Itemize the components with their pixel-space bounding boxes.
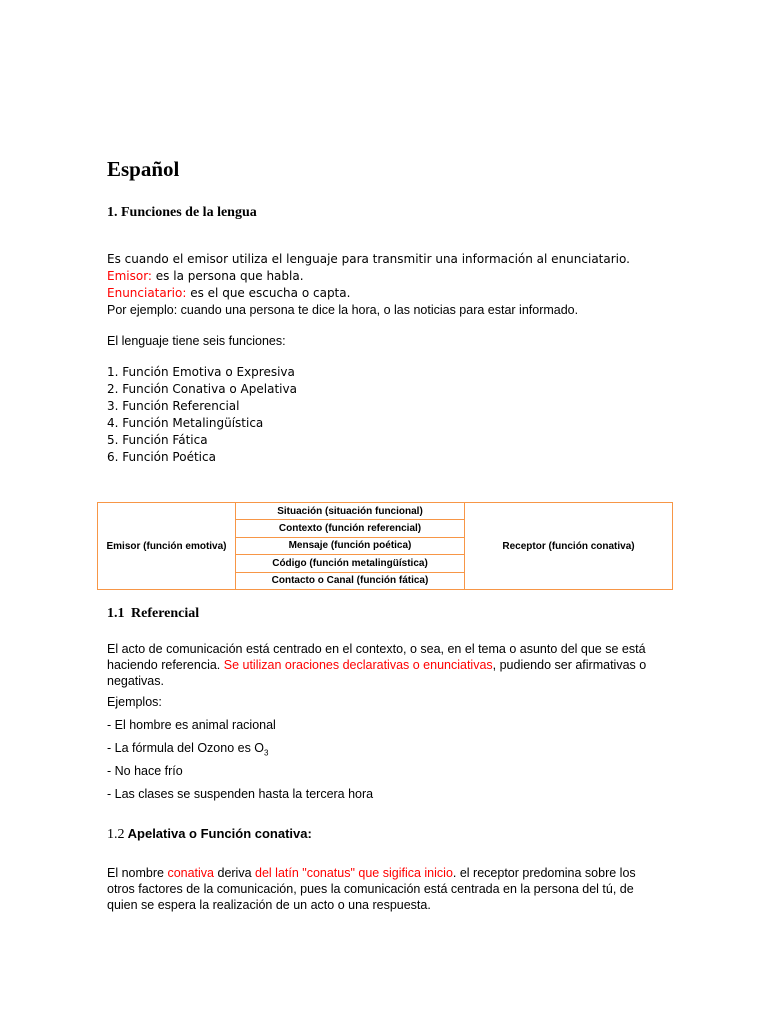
table-cell-situacion: Situación (situación funcional) (236, 503, 465, 520)
list-item: 6. Función Poética (107, 450, 216, 464)
example-item (107, 740, 268, 762)
section-heading-apelativa (107, 826, 312, 843)
intro-line: Es cuando el emisor utiliza el lenguaje para transmitir una información al enunciatario. (107, 252, 630, 266)
highlighted-text: conativa (167, 866, 215, 880)
table-cell-emisor: Emisor (función emotiva) (98, 503, 236, 590)
enunciatario-def: es el que escucha o capta. (186, 286, 351, 300)
highlighted-text: del latín "conatus" que sigifica inicio (255, 866, 453, 880)
example-item: - El hombre es animal racional (107, 718, 276, 732)
emisor-definition (107, 268, 707, 285)
table-cell-receptor: Receptor (función conativa) (465, 503, 673, 590)
section-number: 1.2 (107, 827, 125, 842)
example-text: - La fórmula del Ozono es O (107, 741, 265, 755)
enunciatario-definition (107, 285, 707, 302)
paragraph-text: El acto de comunicación está centrado en el contexto, o sea, en el tema o asunto del que se está haciendo referencia. (107, 642, 646, 672)
section-heading-funciones: 1. Funciones de la lengua (107, 205, 257, 220)
example-line: Por ejemplo: cuando una persona te dice la hora, o las noticias para estar informado. (107, 303, 579, 317)
functions-list (107, 364, 297, 466)
table-cell-contexto: Contexto (función referencial) (236, 520, 465, 537)
table-cell-mensaje: Mensaje (función poética) (236, 537, 465, 554)
paragraph-text: , pudiendo ser afirmativas o negativas. (107, 658, 647, 688)
section-title: Apelativa o Función conativa: (127, 826, 312, 841)
section-heading-referencial (107, 606, 199, 622)
document-title: Español (107, 157, 180, 181)
table-cell-codigo: Código (función metalingüística) (236, 555, 465, 572)
communication-table (97, 502, 673, 590)
list-item: 5. Función Fática (107, 433, 208, 447)
highlighted-text: Se utilizan oraciones declarativas o enunciativas (223, 658, 493, 672)
intro-block (107, 251, 707, 319)
example-item: - Las clases se suspenden hasta la tercera hora (107, 787, 374, 801)
list-item: 1. Función Emotiva o Expresiva (107, 365, 295, 379)
enunciatario-term: Enunciatario: (107, 286, 187, 300)
emisor-def: es la persona que habla. (151, 269, 304, 283)
example-item: - No hace frío (107, 764, 183, 778)
functions-intro: El lenguaje tiene seis funciones: (107, 334, 286, 348)
subscript: 3 (264, 748, 269, 758)
table-cell-contacto: Contacto o Canal (función fática) (236, 572, 465, 589)
referencial-paragraph (107, 641, 662, 689)
section-title: Referencial (131, 606, 200, 621)
apelativa-paragraph (107, 865, 662, 913)
paragraph-text: deriva (214, 866, 256, 880)
emisor-term: Emisor: (107, 269, 152, 283)
examples-label: Ejemplos: (107, 695, 162, 709)
paragraph-text: El nombre (107, 866, 168, 880)
section-number: 1.1 (107, 606, 125, 621)
list-item: 4. Función Metalingüística (107, 416, 264, 430)
list-item: 3. Función Referencial (107, 399, 240, 413)
paragraph-text: . el receptor predomina sobre los otros factores de la comunicación, pues la comunicación está centrada en la persona del tú, de quien se espera la realización de un acto o una respuesta. (107, 866, 636, 912)
list-item: 2. Función Conativa o Apelativa (107, 382, 297, 396)
